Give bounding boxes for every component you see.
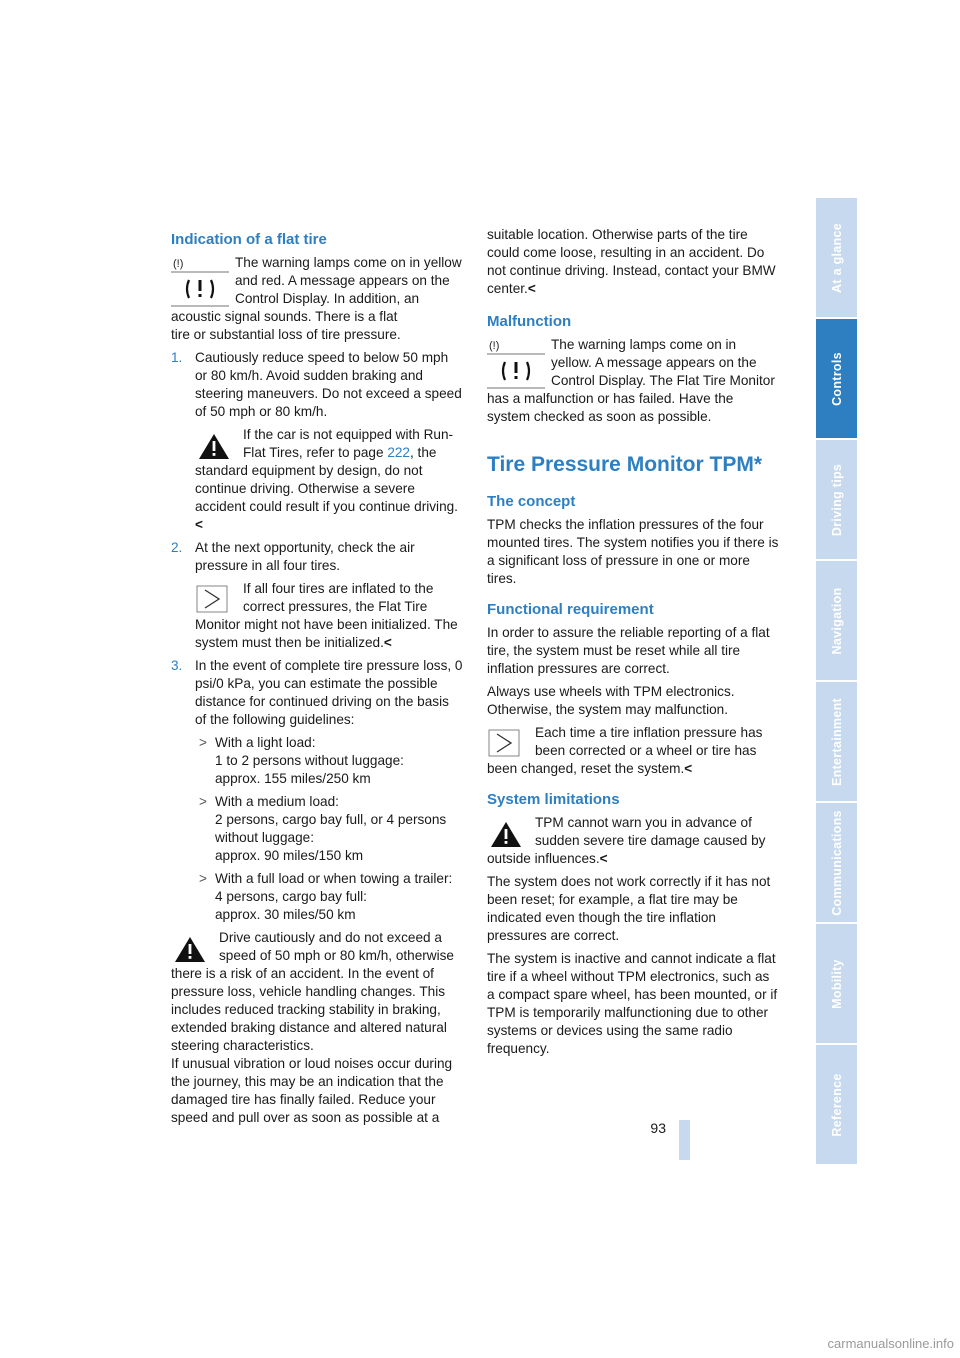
malfunction-text-b: system checked as soon as possible.: [487, 409, 712, 424]
load-persons: 4 persons, cargo bay full:: [215, 889, 367, 904]
run-flat-warning: [195, 426, 463, 534]
drive-cautiously-warning: [171, 929, 463, 1127]
step-1: [171, 349, 463, 421]
step-number: 2.: [171, 540, 183, 555]
tab-entertainment[interactable]: [816, 682, 857, 801]
step-number: 3.: [171, 658, 183, 673]
tab-label: At a glance: [829, 222, 844, 293]
tab-driving-tips[interactable]: [816, 440, 857, 559]
heading-tpm: Tire Pressure Monitor TPM*: [487, 453, 763, 476]
load-item-light: [195, 734, 463, 788]
load-item-medium: [195, 793, 463, 865]
heading-limitations: System limitations: [487, 791, 620, 808]
functional-text-2: Always use wheels with TPM electronics. Otherwise, the system may malfunction.: [487, 684, 735, 717]
load-distance: approx. 30 miles/50 km: [215, 907, 356, 922]
end-mark: <: [684, 761, 693, 776]
tab-label: Entertainment: [829, 697, 844, 786]
bullet-mark: >: [199, 735, 207, 750]
note-arrow-icon: [195, 580, 233, 616]
page-marker-bar: [679, 1120, 690, 1160]
tab-label: Controls: [829, 351, 844, 406]
tab-label: Mobility: [829, 958, 844, 1009]
bullet-mark: >: [199, 794, 207, 809]
flat-tire-intro-text-a: The warning lamps come on in yellow and red. A message appears on the Control Display. In addition, an acoustic signal sounds. There is a flat: [171, 255, 462, 324]
end-mark: <: [527, 281, 536, 296]
flat-tire-indication-paragraph: [171, 254, 463, 344]
note-text: If all four tires are inflated to the correct pressures, the Flat Tire Monitor might not have been initialized. The system must then be initialized.: [195, 581, 458, 650]
tab-mobility[interactable]: [816, 924, 857, 1043]
limitations-warning: [487, 814, 779, 868]
tab-controls[interactable]: [816, 319, 857, 438]
load-persons: 2 persons, cargo bay full, or 4 persons without luggage:: [215, 812, 447, 845]
warning-text: Drive cautiously and do not exceed a speed of 50 mph or 80 km/h, otherwise there is a risk of an accident. In the event of pressure loss, vehicle handling changes. This includes reduced tracking stability in braking, extended braking distance and altered natural steering characteristics.: [171, 930, 454, 1053]
concept-text: TPM checks the inflation pressures of the four mounted tires. The system notifies you if there is a significant loss of pressure in one or more tires.: [487, 517, 779, 586]
step-text: At the next opportunity, check the air pressure in all four tires.: [195, 540, 415, 573]
malfunction-paragraph: [487, 336, 779, 426]
tab-at-a-glance[interactable]: [816, 198, 857, 317]
warning-text-pre: If the car is not equipped with Run-Flat Tires, refer to page: [243, 427, 454, 460]
tab-label: Communications: [829, 809, 844, 916]
malfunction-text-a: The warning lamps come on in yellow. A message appears on the Control Display. The Flat Tire Monitor has a malfunction or has failed. Have the: [487, 337, 775, 406]
page-number: 93: [650, 1120, 666, 1136]
warning-triangle-icon: [195, 426, 233, 462]
load-distance: approx. 90 miles/150 km: [215, 848, 364, 863]
tab-label: Navigation: [829, 587, 844, 654]
svg-text:(!): (!): [173, 258, 184, 270]
load-title: With a full load or when towing a trailer:: [215, 871, 453, 886]
flat-tire-intro-text-b: tire or substantial loss of tire pressure.: [171, 327, 401, 342]
tab-communications[interactable]: [816, 803, 857, 922]
step-2: [171, 539, 463, 575]
warning-text: TPM cannot warn you in advance of sudden severe tire damage caused by outside influences.: [487, 815, 766, 866]
right-column: [487, 226, 779, 1063]
step-number: 1.: [171, 350, 183, 365]
reset-note: [487, 724, 779, 778]
bullet-mark: >: [199, 871, 207, 886]
heading-flat-tire: Indication of a flat tire: [171, 231, 327, 248]
watermark: carmanualsonline.info: [827, 1336, 954, 1351]
tab-label: Reference: [829, 1072, 844, 1137]
functional-text-1: In order to assure the reliable reporting of a flat tire, the system must be reset while all tire inflation pressures are correct.: [487, 625, 770, 676]
limitations-text-2: The system is inactive and cannot indicate a flat tire if a wheel without TPM electronics, such as a compact spare wheel, has been mounted, or if TPM is temporarily malfunctioning due to other systems or devices using the same radio frequency.: [487, 951, 778, 1056]
limitations-text-1: The system does not work correctly if it has not been reset; for example, a flat tire may be indicated even though the tire inflation pressures are correct.: [487, 874, 771, 943]
heading-functional: Functional requirement: [487, 601, 654, 618]
load-title: With a light load:: [215, 735, 316, 750]
step-text: In the event of complete tire pressure loss, 0 psi/0 kPa, you can estimate the possible distance for continued driving on the basis of the following guidelines:: [195, 658, 463, 727]
continued-text: [487, 226, 779, 298]
end-mark: <: [599, 851, 608, 866]
load-persons: 1 to 2 persons without luggage:: [215, 753, 404, 768]
end-mark: <: [383, 635, 392, 650]
note-text: Each time a tire inflation pressure has been corrected or a wheel or tire has been changed, reset the system.: [487, 725, 763, 776]
initialization-note: [195, 580, 463, 652]
end-mark: <: [195, 517, 203, 532]
heading-concept: The concept: [487, 493, 576, 510]
step-text: Cautiously reduce speed to below 50 mph or 80 km/h. Avoid sudden braking and steering maneuvers. Do not exceed a speed of 50 mph or 80 km/h.: [195, 350, 462, 419]
warning-text-continued: If unusual vibration or loud noises occur during the journey, this may be an indication that the damaged tire has finally failed. Reduce your speed and pull over as soon as possible at a: [171, 1056, 453, 1125]
tab-label: Driving tips: [829, 463, 844, 536]
tire-warning-lamp-icon: [487, 336, 545, 390]
warning-triangle-icon: [487, 814, 525, 850]
warning-triangle-icon: [171, 929, 209, 965]
left-column: [171, 226, 463, 1132]
tire-warning-lamp-icon: [171, 254, 229, 308]
tab-reference[interactable]: [816, 1045, 857, 1164]
heading-malfunction: Malfunction: [487, 313, 572, 330]
tab-navigation[interactable]: [816, 561, 857, 680]
note-arrow-icon: [487, 724, 525, 760]
warning-text-post: , the standard equipment by design, do not continue driving. Otherwise a severe accident could result if you continue driving.: [195, 445, 458, 514]
load-item-full: [195, 870, 463, 924]
continued-text-body: suitable location. Otherwise parts of the tire could come loose, resulting in an accident. Do not continue driving. Instead, contact your BMW center.: [487, 227, 776, 296]
load-title: With a medium load:: [215, 794, 339, 809]
step-3: [171, 657, 463, 729]
svg-text:(!): (!): [489, 340, 500, 352]
chapter-sidebar: [816, 198, 857, 1166]
page-reference-link[interactable]: 222: [387, 445, 410, 460]
load-distance: approx. 155 miles/250 km: [215, 771, 371, 786]
